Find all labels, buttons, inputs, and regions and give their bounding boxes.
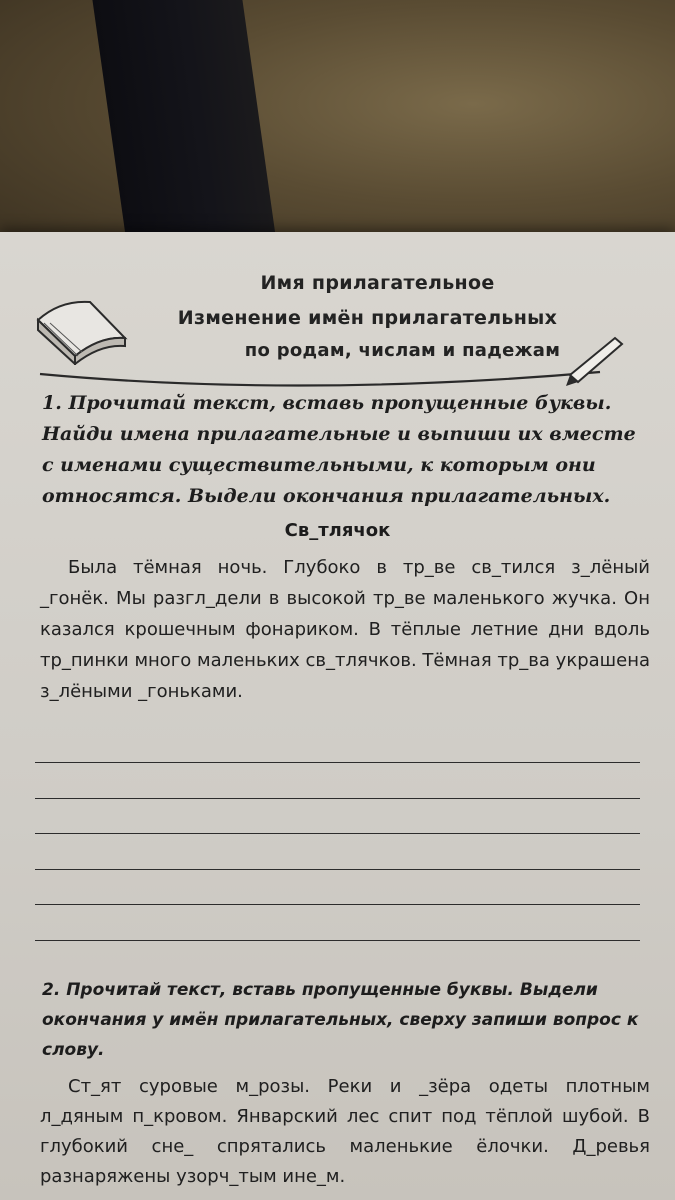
answer-line[interactable] <box>35 904 640 905</box>
header-subtitle: Изменение имён прилагательных <box>177 307 558 329</box>
story-2-text: Ст_ят суровые м_розы. Реки и _зёра одеты плотным л_дяным п_кровом. Январский лес спит под тёплой шубой. В глубокий сне_ спрятались маленькие ёлочки. Д_ревья разнаряжены узорч_тым ине_м. <box>40 1076 650 1187</box>
header-topic: Имя прилагательное <box>260 272 495 294</box>
answer-line[interactable] <box>35 940 640 941</box>
answer-line[interactable] <box>35 798 640 799</box>
story-1-title: Св_тлячок <box>284 520 391 541</box>
task-1-instructions: 1. Прочитай текст, вставь пропущенные буквы. Найди имена прилагательные и выпиши их вместе с именами существительными, к которым они относятся. Выдели окончания прилагательных. <box>42 392 636 507</box>
header-subtitle-2: по родам, числам и падежам <box>244 340 561 361</box>
task-2-instructions: 2. Прочитай текст, вставь пропущенные буквы. Выдели окончания у имён прилагательных, сверху запиши вопрос к слову. <box>42 980 639 1060</box>
answer-line[interactable] <box>35 869 640 870</box>
story-1-text: Была тёмная ночь. Глубоко в тр_ве св_тился з_лёный _гонёк. Мы разгл_дели в высокой тр_ве маленького жучка. Он казался крошечным фонариком. В тёплые летние дни вдоль тр_пинки много маленьких св_тлячков. Тёмная тр_ва украшена з_лёными _гоньками. <box>40 557 650 702</box>
answer-line[interactable] <box>35 762 640 763</box>
answer-line[interactable] <box>35 833 640 834</box>
